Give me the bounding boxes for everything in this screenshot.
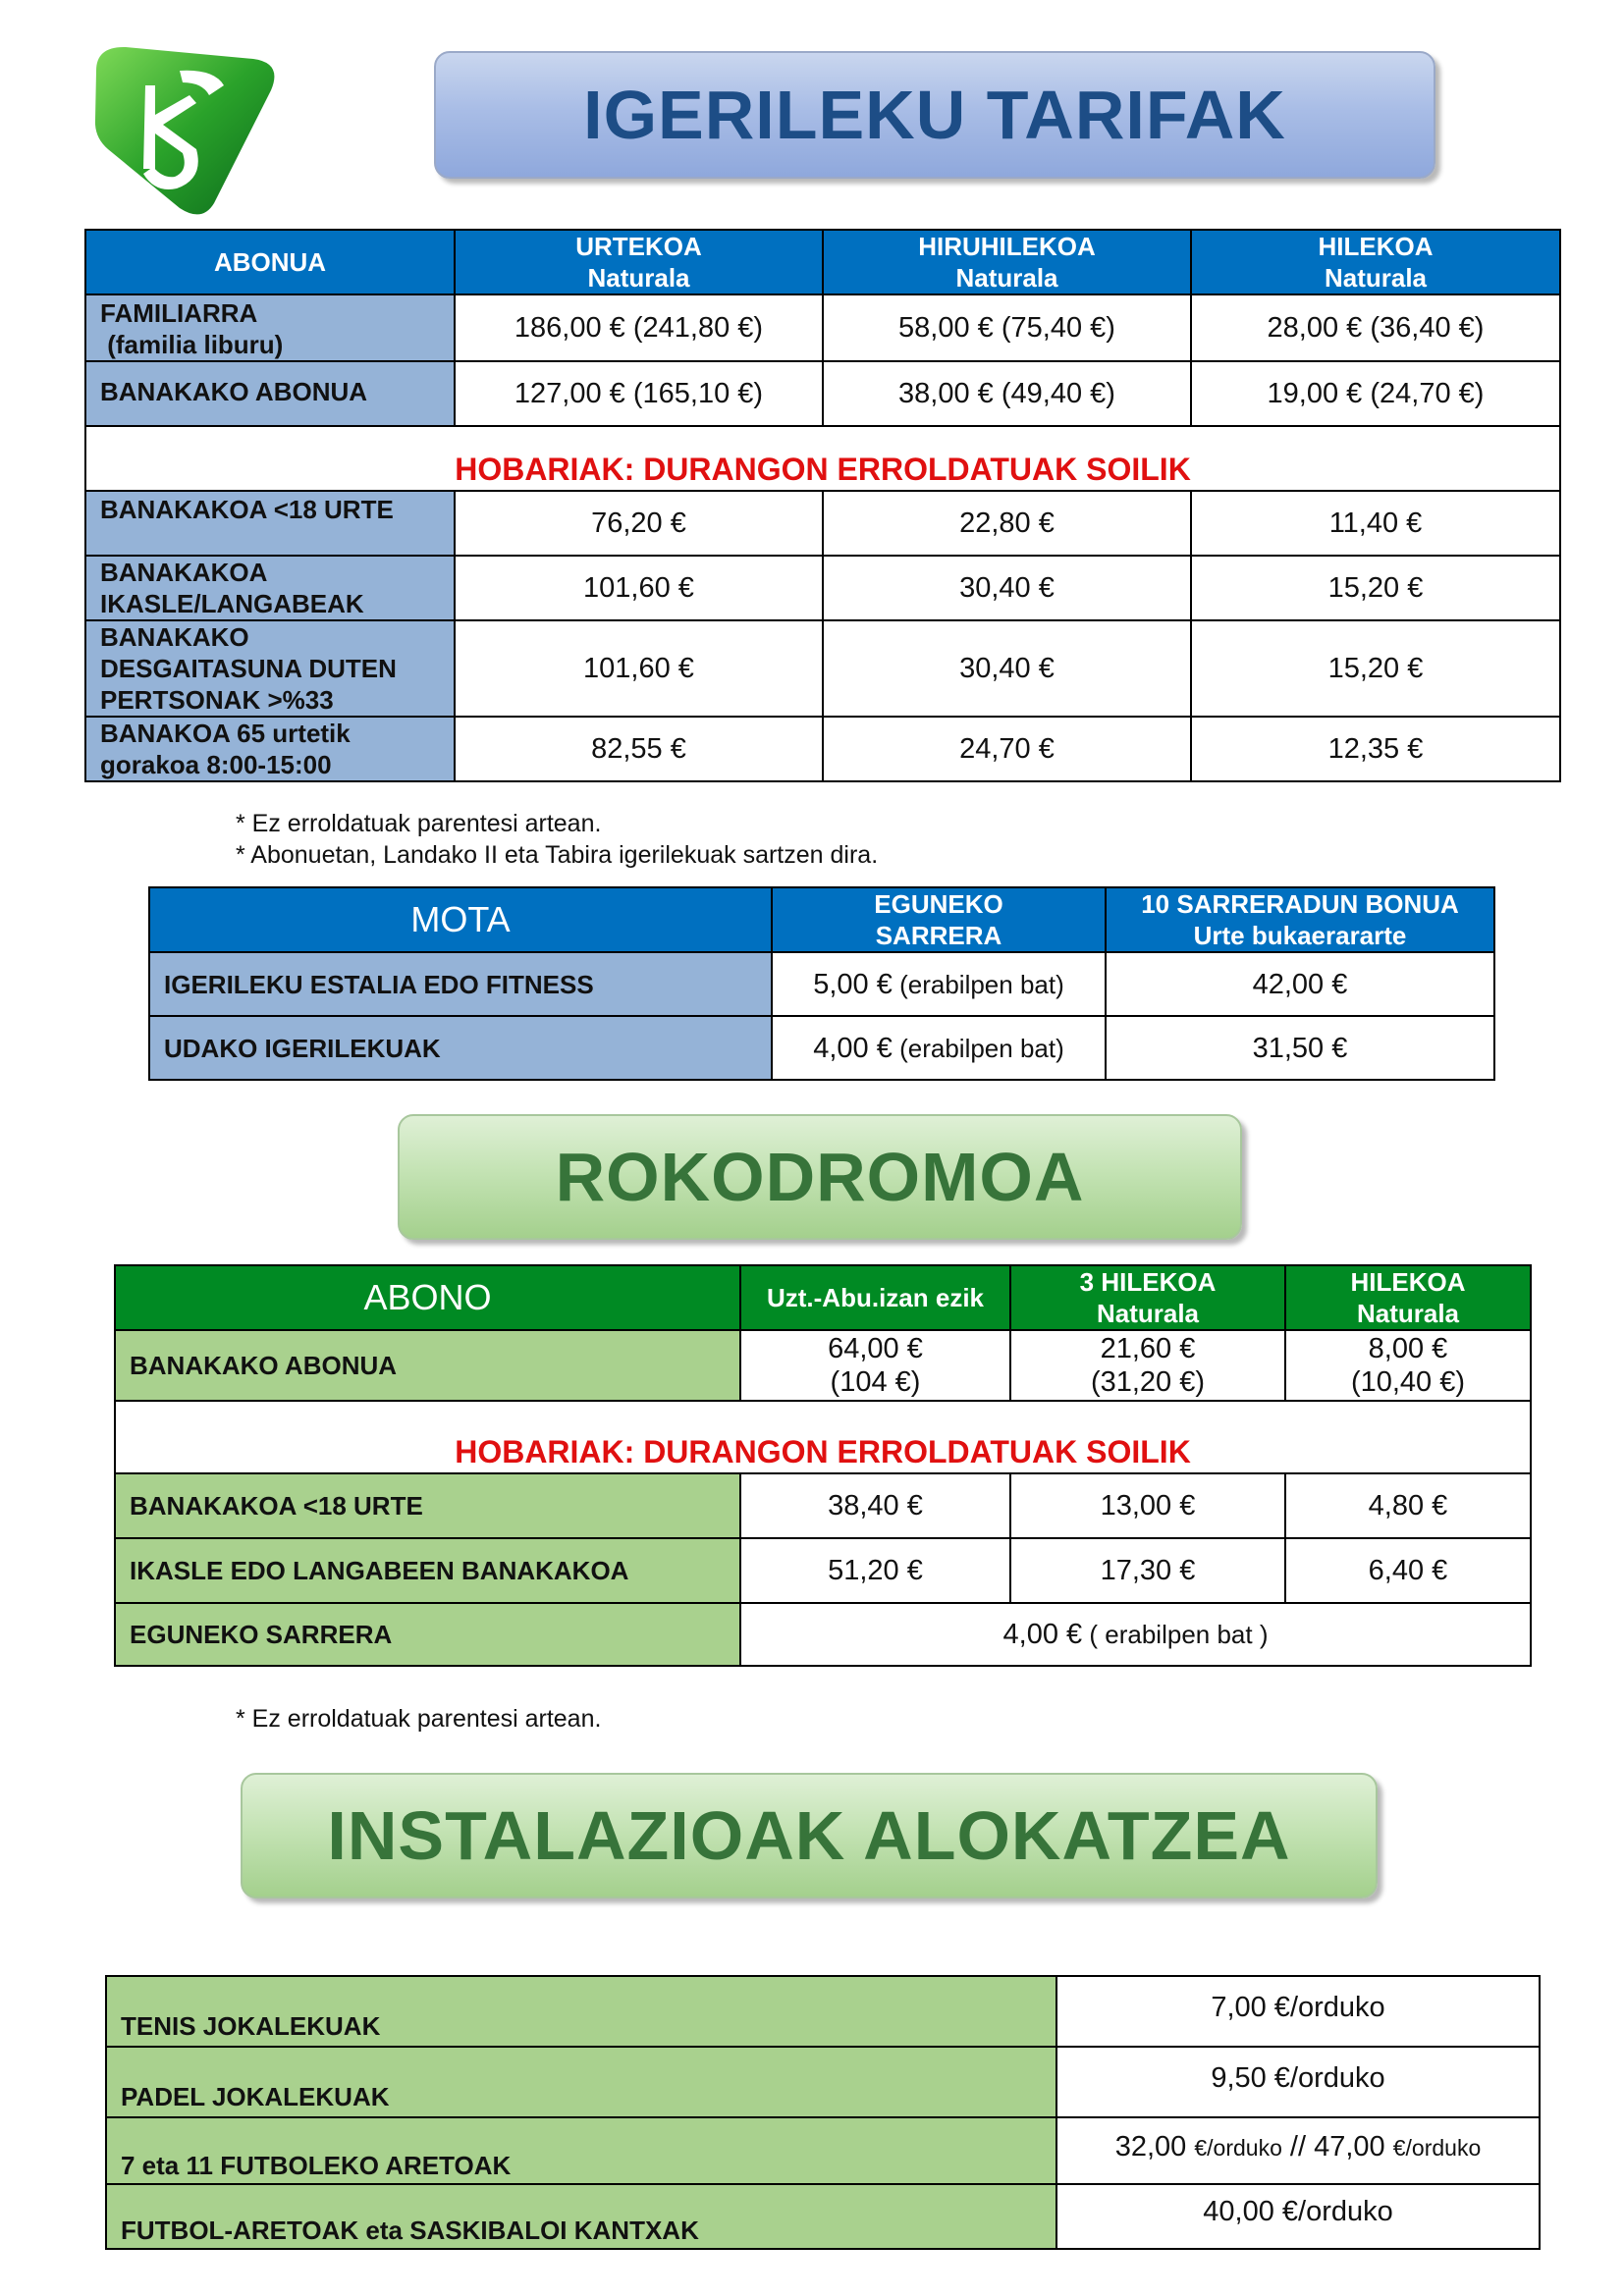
price-cell: 22,80 € (823, 491, 1191, 556)
price-cell: 101,60 € (455, 556, 823, 620)
row-label: IGERILEKU ESTALIA EDO FITNESS (149, 952, 772, 1016)
bonus-cell: 31,50 € (1106, 1016, 1494, 1080)
price-cell: 30,40 € (823, 556, 1191, 620)
price-cell: 6,40 € (1285, 1538, 1531, 1603)
row-label: FAMILIARRA (familia liburu) (85, 294, 455, 361)
page-title: IGERILEKU TARIFAK (434, 51, 1435, 179)
header-abono: ABONO (115, 1265, 740, 1330)
price-cell: 64,00 € (104 €) (740, 1330, 1010, 1401)
table-row (85, 556, 1560, 620)
table-header-row (149, 887, 1494, 952)
price-cell: 38,00 € (49,40 €) (823, 361, 1191, 426)
header-uzt-abu: Uzt.-Abu.izan ezik (740, 1265, 1010, 1330)
table-row (115, 1538, 1531, 1603)
price-cell: 9,50 €/orduko (1056, 2047, 1540, 2117)
bonus-cell: 42,00 € (1106, 952, 1494, 1016)
row-label: TENIS JOKALEKUAK (106, 1976, 1056, 2047)
climbing-price-table (114, 1264, 1532, 1667)
price-cell: 101,60 € (455, 620, 823, 717)
table-row (85, 620, 1560, 717)
discount-title: HOBARIAK: DURANGON ERROLDATUAK SOILIK (115, 1401, 1531, 1473)
table-row (149, 1016, 1494, 1080)
row-label: IKASLE EDO LANGABEEN BANAKAKOA (115, 1538, 740, 1603)
price-cell: 127,00 € (165,10 €) (455, 361, 823, 426)
row-label: BANAKAKOA IKASLE/LANGABEAK (85, 556, 455, 620)
price-cell: 76,20 € (455, 491, 823, 556)
price-cell: 7,00 €/orduko (1056, 1976, 1540, 2047)
price-cell: 4,80 € (1285, 1473, 1531, 1538)
header-hilekoa: HILEKOA Naturala (1191, 230, 1560, 294)
header-hiruhilekoa: HIRUHILEKOA Naturala (823, 230, 1191, 294)
row-label: BANAKAKO ABONUA (85, 361, 455, 426)
price-cell: 4,00 € (erabilpen bat) (772, 1016, 1106, 1080)
table-row (115, 1603, 1531, 1666)
row-label: 7 eta 11 FUTBOLEKO ARETOAK (106, 2117, 1056, 2184)
row-label: BANAKAKO DESGAITASUNA DUTEN PERTSONAK >%33 (85, 620, 455, 717)
price-cell: 40,00 €/orduko (1056, 2184, 1540, 2249)
price-cell: 12,35 € (1191, 717, 1560, 781)
price-cell: 38,40 € (740, 1473, 1010, 1538)
row-label: BANAKOA 65 urtetik gorakoa 8:00-15:00 (85, 717, 455, 781)
table-row (149, 952, 1494, 1016)
table-row (115, 1473, 1531, 1538)
table-row (106, 1976, 1540, 2047)
price-cell: 19,00 € (24,70 €) (1191, 361, 1560, 426)
row-label: BANAKAKOA <18 URTE (85, 491, 455, 556)
price-cell: 15,20 € (1191, 556, 1560, 620)
row-label: UDAKO IGERILEKUAK (149, 1016, 772, 1080)
price-cell: 15,20 € (1191, 620, 1560, 717)
price-cell: 17,30 € (1010, 1538, 1285, 1603)
price-cell: 5,00 € (erabilpen bat) (772, 952, 1106, 1016)
price-cell: 13,00 € (1010, 1473, 1285, 1538)
table-row (85, 491, 1560, 556)
table-header-row (85, 230, 1560, 294)
climbing-title: ROKODROMOA (398, 1114, 1242, 1240)
price-cell: 28,00 € (36,40 €) (1191, 294, 1560, 361)
footnote: * Ez erroldatuak parentesi artean. (236, 1705, 602, 1733)
table-header-row (115, 1265, 1531, 1330)
price-cell: 51,20 € (740, 1538, 1010, 1603)
table-row (106, 2117, 1540, 2184)
price-cell: 24,70 € (823, 717, 1191, 781)
row-label: PADEL JOKALEKUAK (106, 2047, 1056, 2117)
entry-price-table (148, 886, 1495, 1081)
price-cell: 186,00 € (241,80 €) (455, 294, 823, 361)
rental-title: INSTALAZIOAK ALOKATZEA (241, 1773, 1378, 1898)
price-cell: 58,00 € (75,40 €) (823, 294, 1191, 361)
row-label: EGUNEKO SARRERA (115, 1603, 740, 1666)
price-cell: 32,00 €/orduko // 47,00 €/orduko (1056, 2117, 1540, 2184)
footnote: * Abonuetan, Landako II eta Tabira igerilekuak sartzen dira. (236, 841, 879, 869)
table-row (85, 361, 1560, 426)
header-mota: MOTA (149, 887, 772, 952)
row-label: BANAKAKOA <18 URTE (115, 1473, 740, 1538)
discount-title-row (115, 1401, 1531, 1473)
header-urtekoa: URTEKOA Naturala (455, 230, 823, 294)
table-row (106, 2047, 1540, 2117)
table-row (85, 294, 1560, 361)
table-row (115, 1330, 1531, 1401)
footnote: * Ez erroldatuak parentesi artean. (236, 810, 602, 837)
row-label: BANAKAKO ABONUA (115, 1330, 740, 1401)
durango-logo (86, 41, 283, 218)
price-cell: 21,60 € (31,20 €) (1010, 1330, 1285, 1401)
price-cell: 30,40 € (823, 620, 1191, 717)
rental-price-table (105, 1975, 1541, 2250)
durango-logo-icon (86, 41, 283, 218)
header-hilekoa: HILEKOA Naturala (1285, 1265, 1531, 1330)
discount-title-row (85, 426, 1560, 491)
discount-title: HOBARIAK: DURANGON ERROLDATUAK SOILIK (85, 426, 1560, 491)
header-3-hilekoa: 3 HILEKOA Naturala (1010, 1265, 1285, 1330)
price-cell: 82,55 € (455, 717, 823, 781)
price-cell: 8,00 € (10,40 €) (1285, 1330, 1531, 1401)
table-row (106, 2184, 1540, 2249)
day-entry-price: 4,00 € ( erabilpen bat ) (740, 1603, 1531, 1666)
row-label: FUTBOL-ARETOAK eta SASKIBALOI KANTXAK (106, 2184, 1056, 2249)
header-eguneko-sarrera: EGUNEKO SARRERA (772, 887, 1106, 952)
pool-price-table (84, 229, 1561, 782)
header-10-sarreradun-bonua: 10 SARRERADUN BONUA Urte bukaerararte (1106, 887, 1494, 952)
price-cell: 11,40 € (1191, 491, 1560, 556)
table-row (85, 717, 1560, 781)
header-abonua: ABONUA (85, 230, 455, 294)
